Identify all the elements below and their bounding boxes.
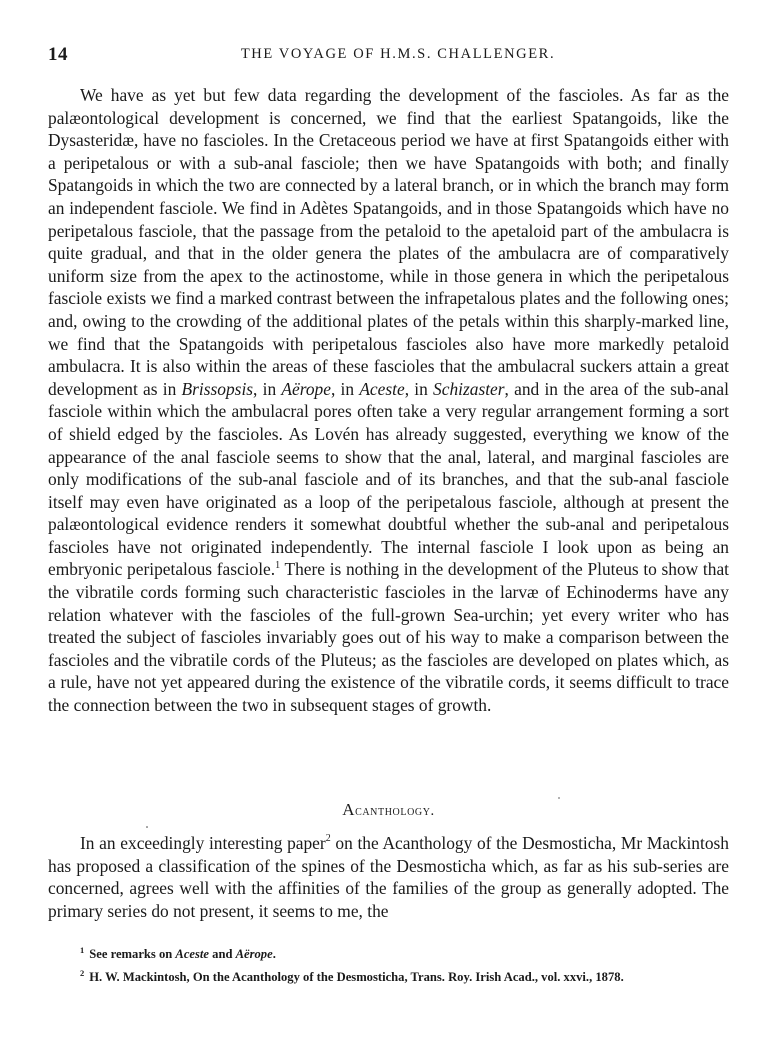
paragraph-fascioles bbox=[48, 84, 729, 717]
heading-initial: A bbox=[342, 800, 356, 819]
genus-name: Schizaster bbox=[433, 378, 505, 399]
section-heading bbox=[48, 800, 729, 820]
running-title: THE VOYAGE OF H.M.S. CHALLENGER. bbox=[240, 46, 556, 62]
genus-name: Brissopsis bbox=[181, 378, 254, 399]
footnote-text: See remarks on bbox=[89, 947, 176, 962]
footnote-mark: 1 bbox=[80, 945, 85, 955]
genus-name: Aceste bbox=[359, 378, 405, 399]
text-run: We have as yet but few data regarding the development of the fascioles. As far as the palæontological development is concerned, we find that the earliest Spatangoids, like the Dysasteridæ, have no fascioles. In the Cretaceous period we have at first Spatangoids either with a peripetalous or with a sub-anal fasciole; then we have Spatangoids with both; and finally Spatangoids in which the two are connected by a lateral branch, or in which the branch may form an independent fasciole. We find in Adètes Spatangoids, and in those Spatangoids which have no peripetalous fasciole, that the passage from the petaloid to the apetaloid part of the ambulacra is quite gradual, and that in the older genera the plates of the ambulacra are of comparatively uniform size from the apex to the actinostome, while in those genera in which the peripetalous fasciole exists we find a marked contrast between the infrapetalous plates and the following ones; and, owing to the crowding of the additional plates of the petals within this sharply-marked line, we find that the Spatangoids with peripetalous fascioles also have more markedly petaloid ambulacra. It is also within the areas of these fascioles that the ambulacral suckers attain a great development as in bbox=[48, 85, 729, 399]
paragraph-text bbox=[48, 832, 729, 922]
footnote-text: H. W. Mackintosh, On the Acanthology of the Desmosticha, Trans. Roy. Irish Acad., vol. xxvi., 1878. bbox=[89, 969, 624, 984]
footnote-text: and bbox=[209, 947, 236, 962]
footnote-mark: 2 bbox=[80, 967, 85, 978]
genus-name: Aërope bbox=[281, 378, 331, 399]
text-run: , in bbox=[404, 378, 434, 399]
text-run: , in bbox=[330, 378, 360, 399]
paragraph-text bbox=[48, 84, 729, 717]
footnote-2 bbox=[80, 964, 730, 987]
footnotes bbox=[80, 941, 730, 986]
text-run: , in bbox=[253, 378, 282, 399]
genus-name: Aceste bbox=[175, 947, 209, 962]
print-speck bbox=[558, 797, 560, 799]
footnote-1 bbox=[80, 941, 730, 964]
genus-name: Aërope bbox=[235, 947, 273, 962]
page-number: 14 bbox=[48, 44, 68, 65]
print-speck bbox=[146, 826, 148, 828]
text-run: There is nothing in the development of the Pluteus to show that the vibratile cords forming such characteristic fascioles in the larvæ of Echinoderms have any relation whatever with the fascioles of the full-grown Sea-urchin; yet every writer who has treated the subject of fascioles invariably goes out of his way to make a comparison between the fascioles and the vibratile cords of the Pluteus; as the fascioles are developed on plates which, as a rule, have not yet appeared during the existence of the vibratile cords, it seems difficult to trace the connection between the two in subsequent stages of growth. bbox=[48, 559, 729, 716]
text-run: In an exceedingly interesting paper bbox=[80, 833, 326, 853]
footnote-reference: 2 bbox=[325, 833, 331, 845]
text-run: , and in the area of the sub-anal fasciole within which the ambulacral pores often take a very regular arrangement forming a sort of shield edged by the fascioles. As Lovén has already suggested, everything we know of the appearance of the anal fasciole seems to show that the anal, lateral, and marginal fascioles are only modifications of the sub-anal fasciole and of its branches, and that the sub-anal fasciole itself may even have originated as a loop of the peripetalous fasciole, although at present the palæontological evidence renders it somewhat doubtful whether the sub-anal and peripetalous fascioles have not originated independently. The internal fasciole I look upon as being an embryonic peripetalous fasciole. bbox=[48, 378, 729, 580]
running-head bbox=[48, 44, 738, 66]
footnote-text: . bbox=[272, 947, 276, 962]
text-run: on the Acanthology of the Desmosticha, Mr Mackintosh has proposed a classification of the spines of the Desmosticha which, as far as his sub-series are concerned, agrees well with the affinities of the families of the group as generally adopted. The primary series do not present, it seems to me, the bbox=[48, 833, 729, 921]
footnote-reference: 1 bbox=[275, 559, 281, 571]
paragraph-acanthology bbox=[48, 832, 729, 922]
heading-rest: canthology. bbox=[355, 803, 435, 819]
